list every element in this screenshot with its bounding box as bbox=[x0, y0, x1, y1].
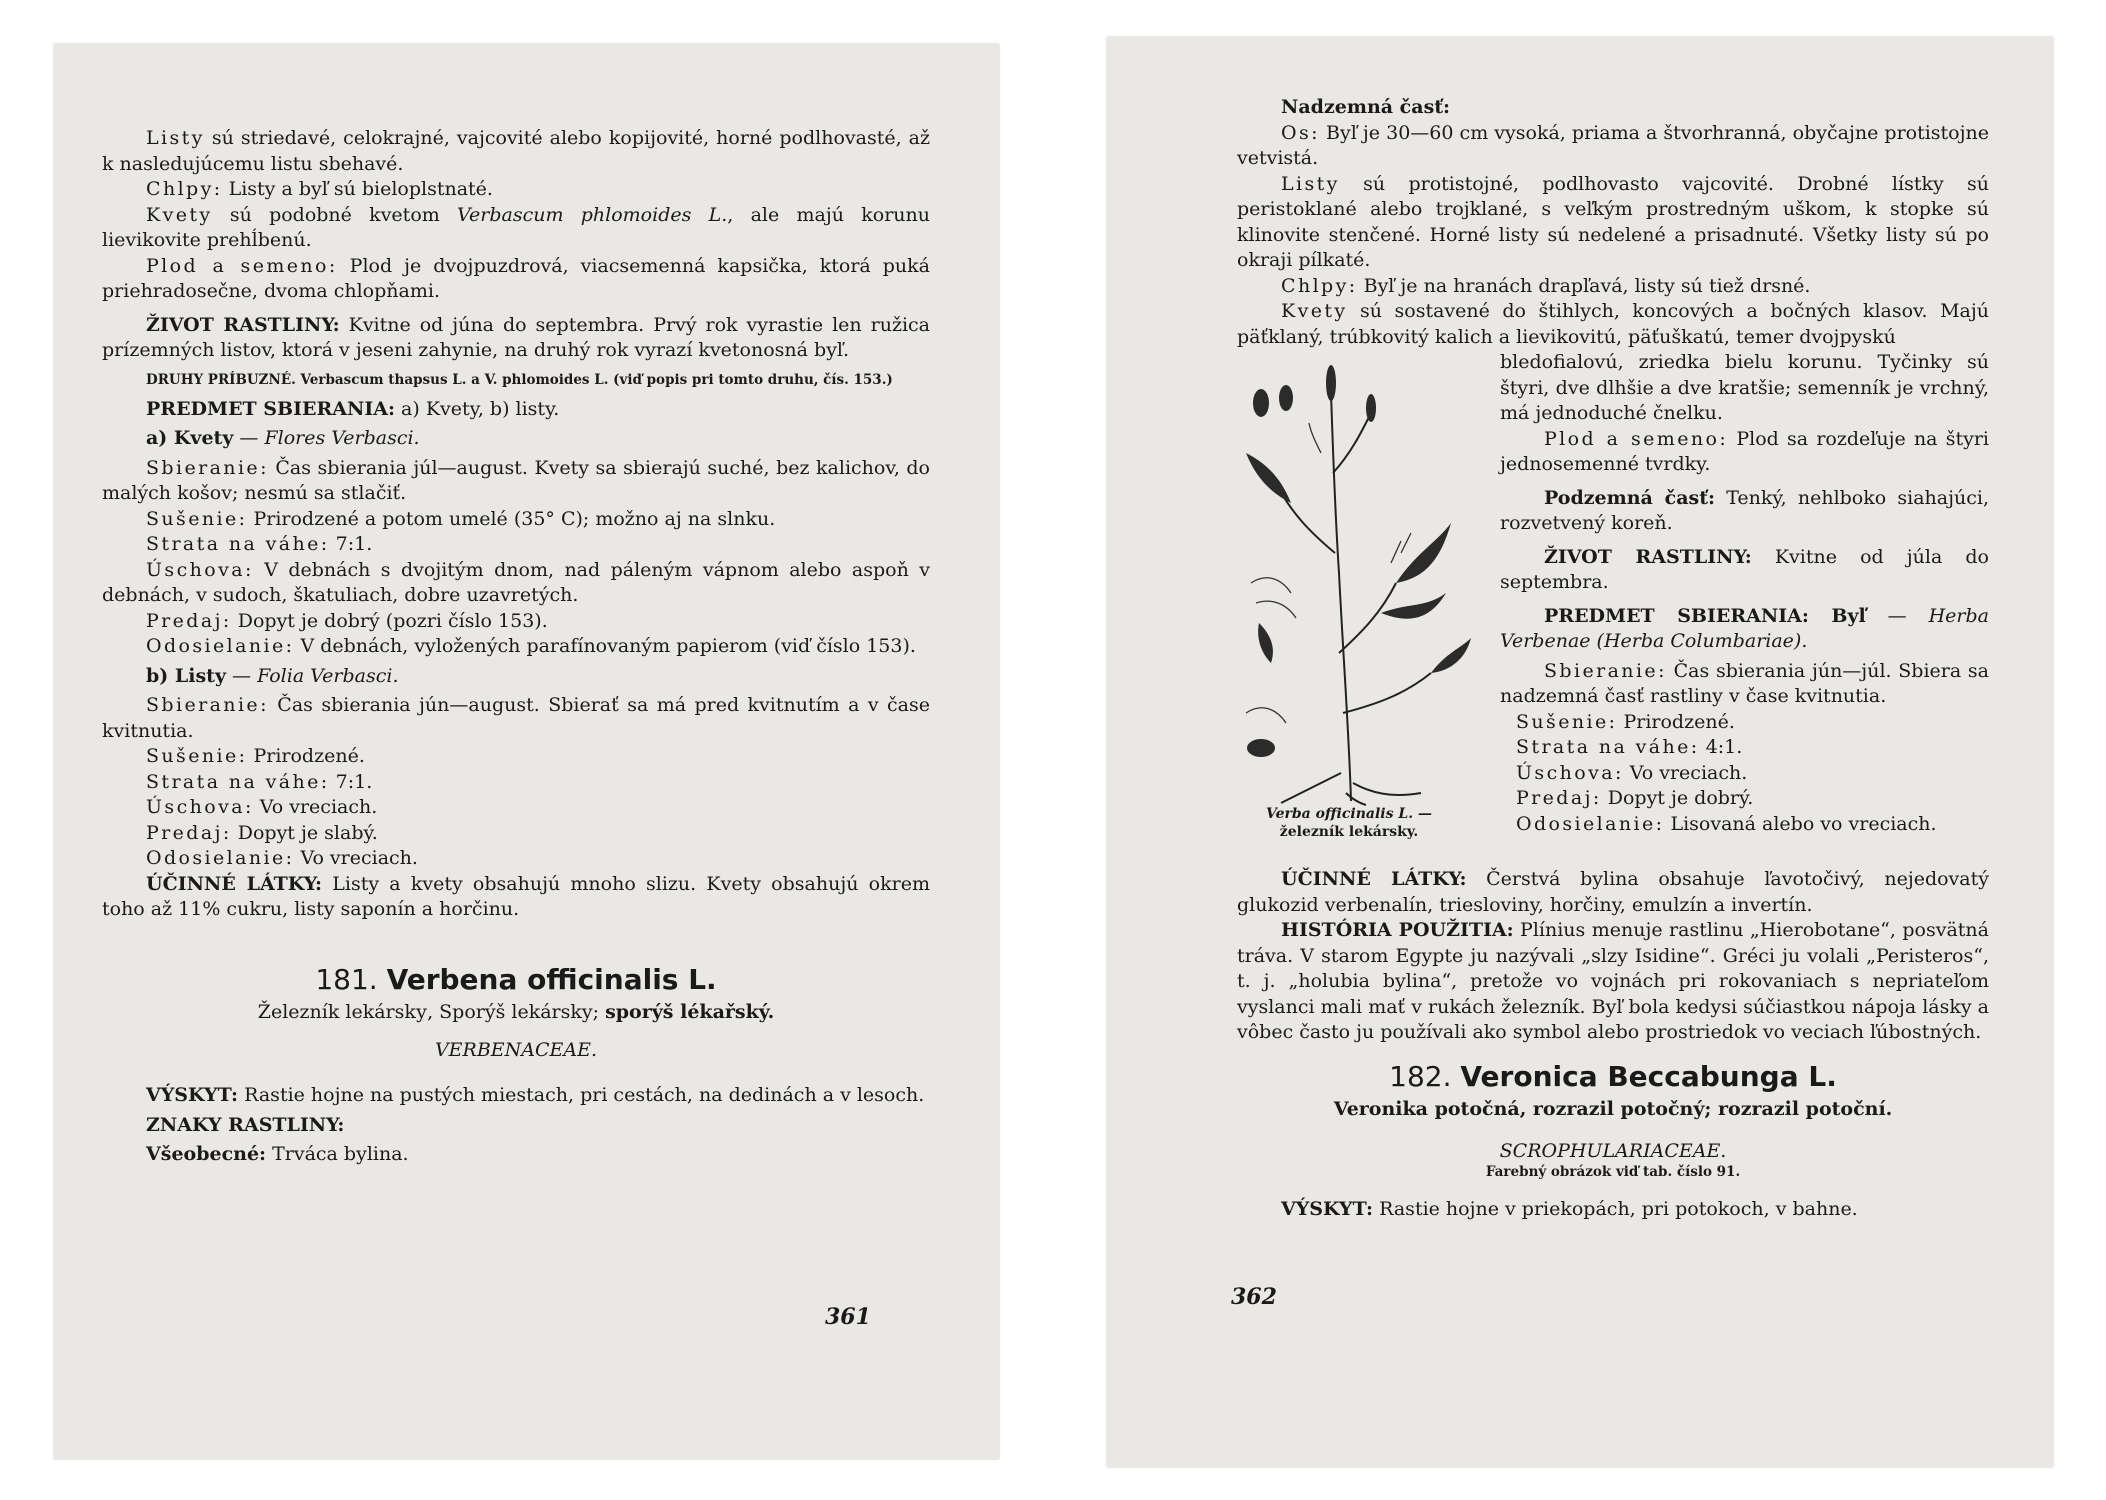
illustration-caption: Verba officinalis L. — železník lekársky. bbox=[1266, 806, 1432, 840]
left-page bbox=[54, 44, 999, 1459]
paragraph-collection-subject-right: PREDMET SBIERANIA: Byľ — Herba Verbenae (Herba Columbariae). bbox=[1500, 604, 1989, 652]
leaves-weight-loss: Strata na váhe: 7:1. bbox=[146, 770, 373, 793]
right-page-bottom-text bbox=[1237, 867, 1989, 1223]
leaves-storage: Úschova: Vo vreciach. bbox=[146, 796, 378, 818]
subheading-leaves: b) Listy — Folia Verbasci. bbox=[146, 664, 399, 687]
paragraph-life-right: ŽIVOT RASTLINY: Kvitne od júla do septembra. bbox=[1500, 545, 1989, 593]
right-page bbox=[1107, 37, 2053, 1467]
flowers-collection: Sbieranie: Čas sbierania júl—august. Kvety sa sbierajú suché, bez kalichov, do malých košov; nesmú sa stlačiť. bbox=[102, 456, 930, 504]
herb-storage: Úschova: Vo vreciach. bbox=[1516, 761, 1748, 784]
herb-shipping: Odosielanie: Lisovaná alebo vo vreciach. bbox=[1516, 812, 1937, 835]
paragraph-active-substances: ÚČINNÉ LÁTKY: Listy a kvety obsahujú mnoho slizu. Kvety obsahujú okrem toho až 11% cukru, listy saponín a horčinu. bbox=[102, 872, 930, 920]
flowers-weight-loss: Strata na váhe: 7:1. bbox=[146, 533, 373, 555]
family-181: VERBENACEAE. bbox=[434, 1038, 598, 1061]
entry-heading-181: 181. Verbena officinalis L. bbox=[315, 962, 717, 996]
paragraph-active-substances-right: ÚČINNÉ LÁTKY: Čerstvá bylina obsahuje ľavotočivý, nejedovatý glukozid verbenalín, triesloviny, horčiny, emulzín a invertín. bbox=[1237, 868, 1989, 916]
right-page-top-text bbox=[1237, 95, 1989, 350]
common-names-181: Železník lekárskу, Sporýš lekársky; sporýš lékařský. bbox=[257, 1001, 775, 1023]
general-features: Všeobecné: Trváca bylina. bbox=[146, 1143, 409, 1165]
paragraph-stem: Os: Byľ je 30—60 cm vysoká, priama a štvorhranná, obyčajne protistojne vetvistá. bbox=[1237, 121, 1989, 169]
paragraph-underground: Podzemná časť: Tenký, nehlboko siahajúci, rozvetvený koreň. bbox=[1500, 486, 1990, 534]
leaves-shipping: Odosielanie: Vo vreciach. bbox=[146, 847, 418, 869]
entry-heading-182: 182. Veronica Beccabunga L. bbox=[1389, 1059, 1837, 1093]
paragraph-leaves-right: Listy sú protistojné, podlhovasto vajcovité. Drobné lístky sú peristoklané alebo trojklané, s veľkým prostredným uškom, k stopke sú klinovite stenčené. Horné listy sú nedelené a prisadnuté. Všetky listy sú po okraji pílkaté. bbox=[1237, 172, 1989, 271]
herb-weight-loss: Strata na váhe: 4:1. bbox=[1516, 736, 1743, 758]
paragraph-flowers: Kvety sú podobné kvetom Verbascum phlomoides L., ale majú korunu lievikovite prehĺbenú. bbox=[102, 203, 931, 251]
related-species-note: DRUHY PRÍBUZNÉ. Verbascum thapsus L. a V. phlomoides L. (viď popis pri tomto druhu, čís. 153.) bbox=[146, 371, 893, 388]
verbena-illustration bbox=[1231, 353, 1476, 808]
flowers-sale: Predaj: Dopyt je dobrý (pozri číslo 153). bbox=[146, 609, 548, 632]
paragraph-fruit-right: Plod a semeno: Plod sa rozdeľuje na štyri jednosemenné tvrdky. bbox=[1500, 427, 1989, 475]
herb-collection: Sbieranie: Čas sbierania jún—júl. Sbiera sa nadzemná časť rastliny v čase kvitnutia. bbox=[1500, 659, 1989, 707]
subheading-flowers: a) Kvety — Flores Verbasci. bbox=[146, 427, 420, 449]
family-182: SCROPHULARIACEAE. bbox=[1499, 1139, 1727, 1162]
leaves-drying: Sušenie: Prirodzené. bbox=[146, 745, 365, 767]
leaves-collection: Sbieranie: Čas sbierania jún—august. Sbierať sa má pred kvitnutím a v čase kvitnutia. bbox=[102, 694, 930, 742]
occurrence-181: VÝSKYT: Rastie hojne na pustých miestach, pri cestách, na dedinách a v lesoch. bbox=[146, 1084, 925, 1106]
paragraph-collection-subject: PREDMET SBIERANIA: a) Kvety, b) listy. bbox=[146, 397, 560, 420]
picture-reference: Farebný obrázok viď tab. číslo 91. bbox=[1485, 1164, 1741, 1180]
left-page-text bbox=[102, 126, 930, 1168]
paragraph-hairs-right: Chlpy: Byľ je na hranách drapľavá, listy sú tiež drsné. bbox=[1281, 274, 1811, 297]
above-ground-heading: Nadzemná časť: bbox=[1281, 96, 1451, 118]
herb-sale: Predaj: Dopyt je dobrý. bbox=[1516, 787, 1754, 809]
common-names-182: Veronika potočná, rozrazil potočný; rozrazil potoční. bbox=[1333, 1098, 1893, 1120]
flowers-continued: bledofialovú, zriedka bielu korunu. Tyčinky sú štyri, dve dlhšie a dve kratšie; semenník je vrchný, má jednoduché čnelku. bbox=[1500, 351, 1989, 424]
right-page-column-text bbox=[1500, 350, 1989, 837]
page-number-right: 362 bbox=[1231, 1284, 1277, 1310]
paragraph-fruit: Plod a semeno: Plod je dvojpuzdrová, viacsemenná kapsička, ktorá puká priehradosečne, dvoma chlopňami. bbox=[102, 254, 930, 302]
paragraph-flowers-right: Kvety sú sostavené do štihlych, koncových a bočných klasov. Majú päťklaný, trúbkovitý kalich a lievikovitú, päťuškatú, temer dvojpyskú bbox=[1237, 300, 1989, 348]
paragraph-leaves: Listy sú striedavé, celokrajné, vajcovité alebo kopijovité, horné podlhovasté, až k nasledujúcemu listu sbehavé. bbox=[102, 127, 930, 175]
herb-drying: Sušenie: Prirodzené. bbox=[1516, 710, 1735, 733]
paragraph-hairs: Chlpy: Listy a byľ sú bieloplstnaté. bbox=[146, 178, 493, 200]
paragraph-history: HISTÓRIA POUŽITIA: Plínius menuje rastlinu „Hierobotane“, posvätná tráva. V starom Egypte ju nazývali „slzy Isidine“. Gréci ju volali „Peristeros“, t. j. „holubia bylina“, pretože vo vojnách pri rokovaniach s nepriateľom vyslanci mali mať v rukách železník. Byľ bola kedysi súčiastkou nápoja lásky a vôbec často ju používali ako symbol alebo prostriedok vo veciach ľúbostných. bbox=[1237, 919, 1989, 1043]
plant-features-heading: ZNAKY RASTLINY: bbox=[146, 1113, 345, 1136]
paragraph-life: ŽIVOT RASTLINY: Kvitne od júna do septembra. Prvý rok vyrastie len ružica prízemných listov, ktorá v jeseni zahynie, na druhý rok vyrazí kvetonosná byľ. bbox=[102, 313, 930, 361]
leaves-sale: Predaj: Dopyt je slabý. bbox=[146, 821, 378, 844]
flowers-drying: Sušenie: Prirodzené a potom umelé (35° C); možno aj na slnku. bbox=[146, 507, 776, 530]
page-number-left: 361 bbox=[825, 1304, 871, 1330]
flowers-storage: Úschova: V debnách s dvojitým dnom, nad páleným vápnom alebo aspoň v debnách, v sudoch, škatuliach, dobre uzavretých. bbox=[102, 558, 930, 606]
occurrence-182: VÝSKYT: Rastie hojne v priekopách, pri potokoch, v bahne. bbox=[1281, 1198, 1858, 1220]
flowers-shipping: Odosielanie: V debnách, vyložených parafínovaným papierom (viď číslo 153). bbox=[146, 635, 916, 657]
